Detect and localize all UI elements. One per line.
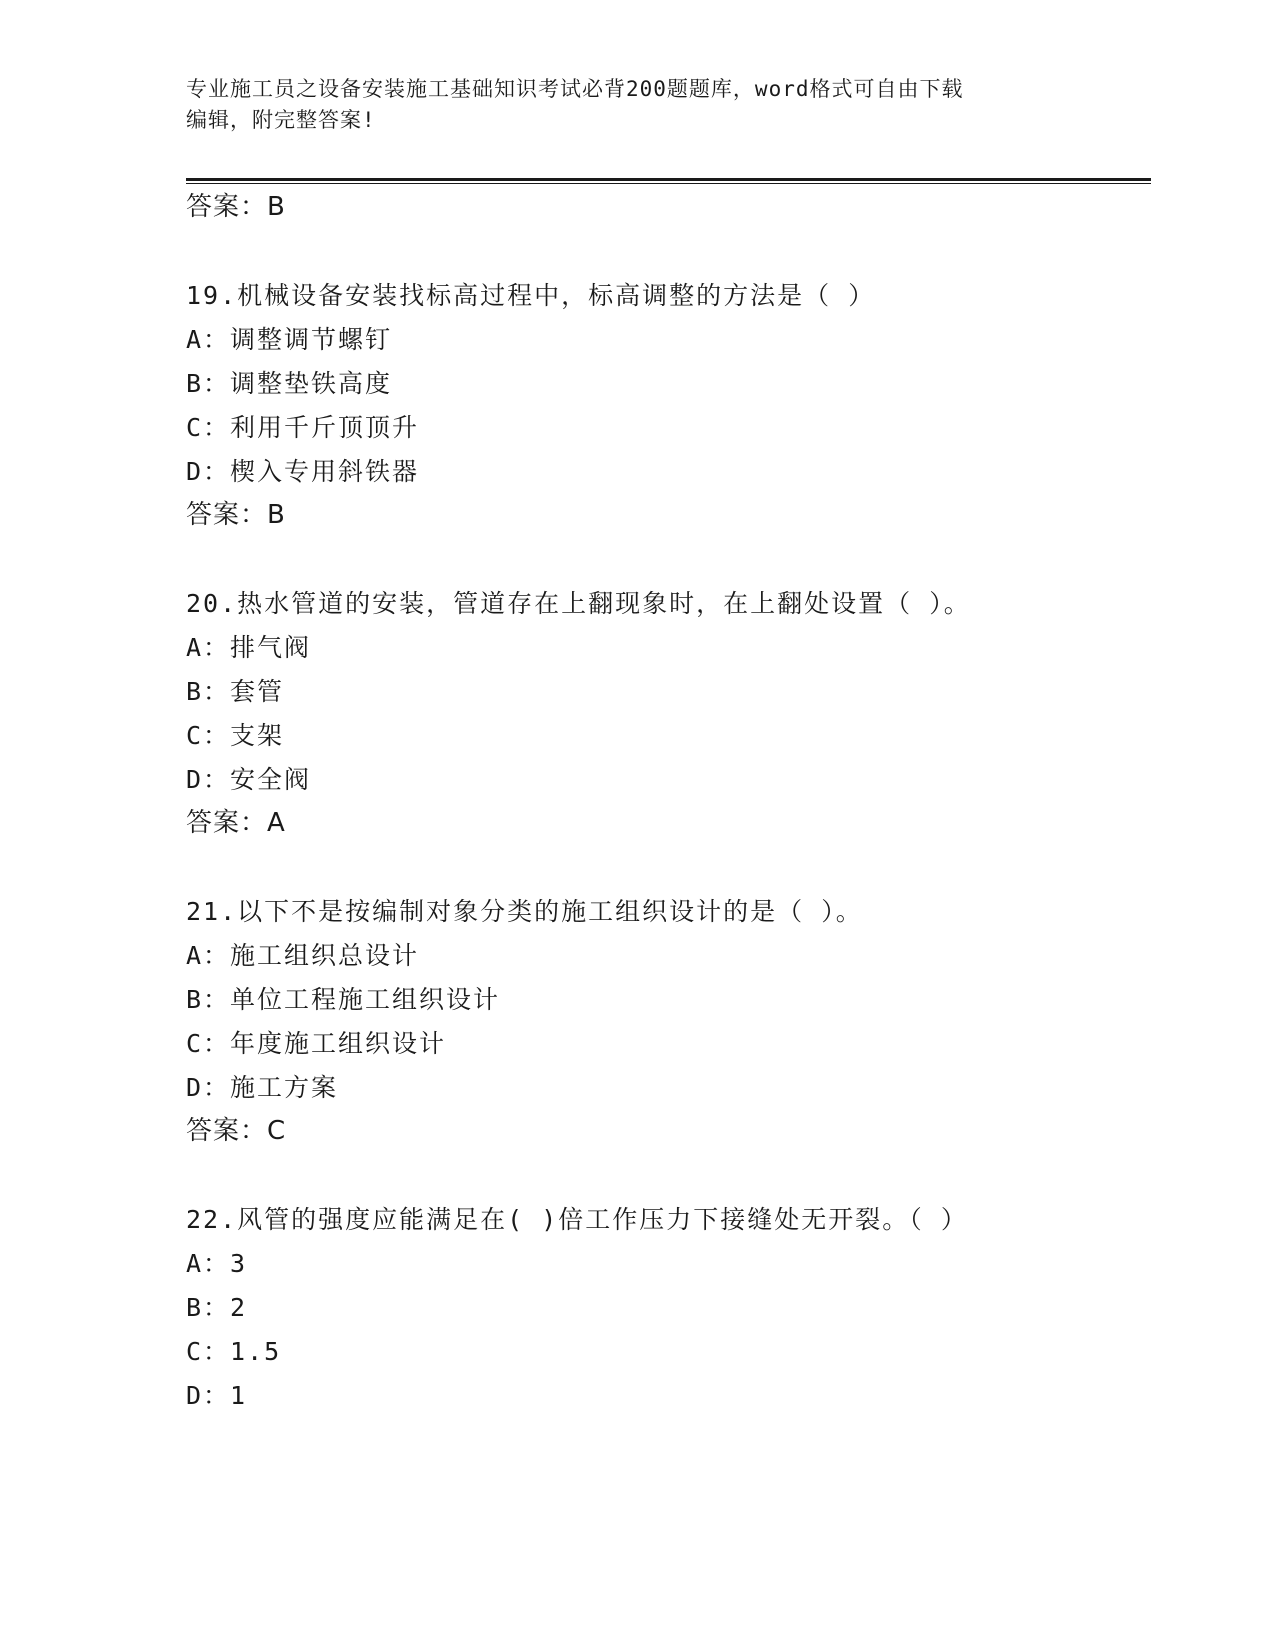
option-20-d: D：安全阀 [186, 765, 312, 794]
header-line-1: 专业施工员之设备安装施工基础知识考试必背200题题库，word格式可自由下载 [186, 77, 964, 101]
option-22-b: B：2 [186, 1293, 248, 1322]
option-19-c: C：利用千斤顶顶升 [186, 413, 420, 442]
answer-19: 答案：B [186, 500, 286, 530]
question-stem-19: 19.机械设备安装找标高过程中，标高调整的方法是（ ） [186, 281, 876, 310]
option-19-a: A：调整调节螺钉 [186, 325, 393, 354]
option-22-d: D：1 [186, 1381, 248, 1410]
option-20-a: A：排气阀 [186, 633, 312, 662]
answer-20: 答案：A [186, 808, 286, 838]
option-22-a: A：3 [186, 1249, 248, 1278]
prev-answer: 答案：B [186, 192, 286, 222]
header-divider-thin [186, 183, 1151, 184]
option-19-b: B：调整垫铁高度 [186, 369, 393, 398]
option-21-c: C：年度施工组织设计 [186, 1029, 447, 1058]
header-line-2: 编辑，附完整答案! [186, 108, 376, 132]
option-19-d: D：楔入专用斜铁器 [186, 457, 420, 486]
option-22-c: C：1.5 [186, 1337, 282, 1366]
document-header [186, 74, 1086, 136]
option-20-c: C：支架 [186, 721, 285, 750]
option-20-b: B：套管 [186, 677, 285, 706]
question-stem-21: 21.以下不是按编制对象分类的施工组织设计的是（ ）。 [186, 897, 863, 926]
question-stem-22: 22.风管的强度应能满足在( )倍工作压力下接缝处无开裂。（ ） [186, 1205, 968, 1234]
option-21-d: D：施工方案 [186, 1073, 339, 1102]
answer-21: 答案：C [186, 1116, 287, 1146]
question-stem-20: 20.热水管道的安装，管道存在上翻现象时，在上翻处设置（ ）。 [186, 589, 971, 618]
header-divider [186, 178, 1151, 181]
option-21-a: A：施工组织总设计 [186, 941, 420, 970]
option-21-b: B：单位工程施工组织设计 [186, 985, 501, 1014]
